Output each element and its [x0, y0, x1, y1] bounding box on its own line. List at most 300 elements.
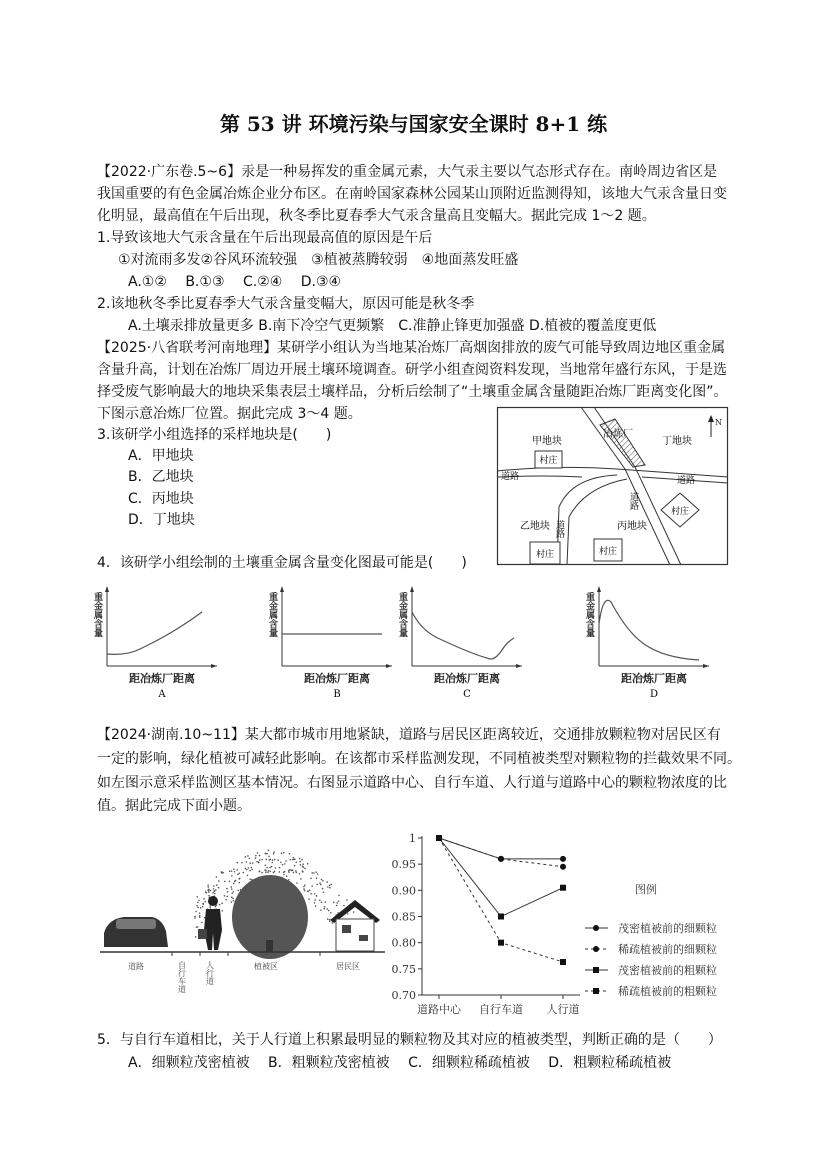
- y-tick-label: 0.80: [391, 936, 416, 950]
- zone-res-label: 居民区: [336, 962, 360, 971]
- particle-dot: [295, 862, 297, 864]
- x-axis-label: 距冶炼厂距离: [434, 672, 500, 685]
- particle-dot: [256, 861, 258, 863]
- axis-arrow-icon: [410, 586, 414, 592]
- particle-dot: [214, 893, 216, 895]
- plot-bing-label: 丙地块: [617, 521, 647, 532]
- smelter-label: 冶炼厂: [603, 429, 633, 440]
- trend-curve: [107, 612, 202, 654]
- passage-line: 化明显，最高值在午后出现，秋冬季比夏春季大气汞含量高且变幅大。据此完成 1～2 题。: [97, 208, 656, 224]
- particle-dot: [293, 857, 295, 859]
- axis-arrow-icon: [386, 664, 392, 668]
- particle-dot: [302, 871, 304, 873]
- particle-dot: [311, 872, 313, 874]
- particle-dot: [326, 881, 328, 883]
- particle-dot: [310, 893, 312, 895]
- particle-dot: [303, 888, 305, 890]
- particle-dot: [273, 853, 275, 855]
- particle-dot: [336, 905, 338, 907]
- particle-dot: [199, 916, 201, 918]
- particle-dot: [321, 901, 323, 903]
- axis-arrow-icon: [516, 664, 522, 668]
- question-3-option-a: A．甲地块: [128, 448, 194, 464]
- legend-title: 图例: [635, 883, 657, 896]
- particle-dot: [249, 858, 251, 860]
- particle-dot: [225, 899, 227, 901]
- axis-arrow-icon: [105, 586, 109, 592]
- passage-line: 值。据此完成下面小题。: [97, 798, 251, 814]
- particle-dot: [213, 885, 215, 887]
- particle-dot: [346, 899, 348, 901]
- particle-dot: [329, 887, 331, 889]
- passage-line: 一定的影响，绿化植被可减轻此影响。在该都市采样监测发现，不同植被类型对颗粒物的拦截效果不同。: [97, 751, 741, 767]
- particle-dot: [283, 874, 285, 876]
- particle-dot: [241, 862, 243, 864]
- passage-line: 我国重要的有色金属冶炼企业分布区。在南岭国家森林公园某山顶附近监测得知，该地大气汞含量日变: [97, 186, 727, 202]
- village-label: 村庄: [670, 507, 690, 517]
- series-line: [439, 838, 563, 859]
- passage-line: 【2022·广东卷.5~6】汞是一种易挥发的重金属元素，大气汞主要以气态形式存在。南岭周边省区是: [97, 164, 718, 180]
- particle-dot: [221, 871, 223, 873]
- particle-dot: [303, 866, 305, 868]
- question-3-option-d: D．丁地块: [128, 512, 195, 528]
- particle-dot: [233, 900, 235, 902]
- particle-dot: [266, 853, 268, 855]
- particle-dot: [285, 860, 287, 862]
- particle-dot: [226, 896, 228, 898]
- particle-dot: [320, 884, 322, 886]
- particle-dot: [274, 859, 276, 861]
- particle-dot: [196, 896, 198, 898]
- particle-dot: [229, 881, 231, 883]
- house-window: [359, 935, 368, 941]
- particle-dot: [329, 921, 331, 923]
- plot-jia-label: 甲地块: [532, 436, 562, 447]
- particle-dot: [198, 899, 200, 901]
- village-label: 村庄: [535, 550, 555, 560]
- question-5-options: A．细颗粒茂密植被 B．粗颗粒茂密植被 C．细颗粒稀疏植被 D．粗颗粒稀疏植被: [128, 1055, 672, 1071]
- particle-dot: [265, 871, 267, 873]
- particle-dot: [251, 869, 253, 871]
- particle-dot: [299, 861, 301, 863]
- particle-dot: [329, 884, 331, 886]
- particle-dot: [257, 852, 259, 854]
- x-tick-label: 自行车道: [479, 1003, 523, 1016]
- question-3-option-b: B．乙地块: [128, 469, 194, 485]
- particle-dot: [327, 918, 329, 920]
- particle-dot: [202, 906, 204, 908]
- option-chart-c: [397, 582, 527, 702]
- particle-dot: [202, 903, 204, 905]
- particle-dot: [229, 871, 231, 873]
- question-3-option-c: C．丙地块: [128, 491, 194, 507]
- particle-dot: [332, 922, 334, 924]
- particle-dot: [245, 856, 247, 858]
- particle-dot: [269, 867, 271, 869]
- data-point: [498, 940, 504, 946]
- x-axis-label: 距冶炼厂距离: [621, 672, 687, 685]
- particle-dot: [200, 907, 202, 909]
- y-axis-label: 重金属含量: [267, 592, 277, 637]
- particle-dot: [316, 877, 318, 879]
- particle-dot: [289, 853, 291, 855]
- particle-dot: [273, 851, 275, 853]
- particle-dot: [293, 872, 295, 874]
- particle-dot: [301, 859, 303, 861]
- small-charts-options: [92, 582, 717, 702]
- particle-dot: [302, 863, 304, 865]
- particle-dot: [194, 917, 196, 919]
- particle-dot: [304, 868, 306, 870]
- particle-dot: [213, 890, 215, 892]
- particle-dot: [249, 862, 251, 864]
- option-chart-a: [92, 582, 222, 702]
- zone-road-label: 道路: [128, 962, 144, 971]
- particle-dot: [328, 910, 330, 912]
- particle-dot: [315, 871, 317, 873]
- particle-dot: [296, 882, 298, 884]
- sampling-area-illustration: [100, 855, 385, 1015]
- particle-dot: [304, 884, 306, 886]
- option-label: C: [463, 689, 471, 700]
- particle-dot: [242, 872, 244, 874]
- particle-dot: [290, 869, 292, 871]
- data-point: [436, 835, 442, 841]
- particle-dot: [294, 865, 296, 867]
- y-tick-label: 0.85: [391, 910, 416, 924]
- particle-dot: [232, 898, 234, 900]
- question-2-stem: 2.该地秋冬季比夏春季大气汞含量变幅大，原因可能是秋冬季: [97, 296, 475, 312]
- y-axis-label: 重金属含量: [584, 592, 594, 637]
- particle-dot: [231, 901, 233, 903]
- particle-dot: [320, 909, 322, 911]
- particle-dot: [238, 882, 240, 884]
- particle-dot: [230, 886, 232, 888]
- particle-dot: [293, 859, 295, 861]
- particle-dot: [218, 887, 220, 889]
- particle-dot: [231, 892, 233, 894]
- particle-dot: [282, 864, 284, 866]
- particle-dot: [237, 862, 239, 864]
- particle-dot: [195, 936, 197, 938]
- axis-arrow-icon: [703, 664, 709, 668]
- data-point: [593, 925, 599, 931]
- option-chart-d: [584, 582, 714, 702]
- data-point: [560, 864, 566, 870]
- particle-dot: [224, 881, 226, 883]
- option-label: B: [333, 689, 341, 700]
- particle-dot: [313, 872, 315, 874]
- particle-dot: [315, 905, 317, 907]
- car-window: [116, 919, 156, 929]
- particle-dot: [284, 863, 286, 865]
- particle-dot: [238, 873, 240, 875]
- data-point: [560, 959, 566, 965]
- particle-dot: [322, 888, 324, 890]
- particle-dot: [207, 886, 209, 888]
- particle-dot: [279, 871, 281, 873]
- road-label: 道路: [628, 492, 638, 510]
- particle-dot: [275, 867, 277, 869]
- particle-dot: [338, 895, 340, 897]
- particle-dot: [233, 868, 235, 870]
- tree-trunk: [266, 940, 273, 952]
- particle-dot: [330, 912, 332, 914]
- trend-curve: [599, 600, 699, 660]
- particle-dot: [227, 891, 229, 893]
- particle-dot: [265, 853, 267, 855]
- particle-dot: [270, 871, 272, 873]
- particle-dot: [237, 890, 239, 892]
- particle-dot: [280, 861, 282, 863]
- particle-dot: [303, 886, 305, 888]
- particle-dot: [210, 890, 212, 892]
- particle-dot: [208, 891, 210, 893]
- particle-dot: [246, 861, 248, 863]
- data-point: [498, 914, 504, 920]
- particle-dot: [338, 900, 340, 902]
- y-tick-label: 1: [409, 832, 416, 845]
- particle-dot: [319, 882, 321, 884]
- particle-dot: [343, 905, 345, 907]
- particle-dot: [279, 867, 281, 869]
- particle-dot: [267, 871, 269, 873]
- particle-dot: [213, 888, 215, 890]
- axis-arrow-icon: [280, 586, 284, 592]
- particle-dot: [292, 869, 294, 871]
- particle-dot: [329, 919, 331, 921]
- particle-dot: [268, 870, 270, 872]
- particle-dot: [353, 911, 355, 913]
- question-5-stem: 5．与自行车道相比，关于人行道上积累最明显的颗粒物及其对应的植被类型，判断正确的是（ ）: [97, 1032, 722, 1048]
- road-label: 道路: [677, 476, 696, 486]
- particle-dot: [208, 895, 210, 897]
- particle-dot: [300, 864, 302, 866]
- particle-dot: [250, 867, 252, 869]
- passage-line: 如左图示意采样监测区基本情况。右图显示道路中心、自行车道、人行道与道路中心的颗粒物浓度的比: [97, 775, 727, 791]
- particle-dot: [292, 859, 294, 861]
- question-1-items: ①对流雨多发②谷风环流较强 ③植被蒸腾较弱 ④地面蒸发旺盛: [118, 252, 519, 268]
- particle-dot: [233, 891, 235, 893]
- option-chart-b: [267, 582, 397, 702]
- particle-dot: [307, 863, 309, 865]
- particle-dot: [308, 898, 310, 900]
- particle-dot: [231, 888, 233, 890]
- data-point: [560, 856, 566, 862]
- option-label: D: [649, 689, 659, 700]
- particle-dot: [216, 884, 218, 886]
- particle-dot: [207, 889, 209, 891]
- particle-dot: [218, 880, 220, 882]
- particle-dot: [237, 874, 239, 876]
- particle-dot: [238, 878, 240, 880]
- particle-dot: [268, 849, 270, 851]
- north-label: N: [715, 418, 722, 427]
- passage-line: 择受废气影响最大的地块采集表层土壤样品，分析后绘制了“土壤重金属含量随距冶炼厂距离变化图”。: [97, 384, 728, 400]
- particle-dot: [247, 875, 249, 877]
- particle-dot: [271, 866, 273, 868]
- particle-dot: [201, 922, 203, 924]
- road-label: 道路: [501, 472, 520, 482]
- particle-dot: [261, 872, 263, 874]
- particle-dot: [259, 859, 261, 861]
- smelter-location-map: [497, 407, 728, 565]
- data-point: [593, 967, 599, 973]
- series-line: [439, 838, 563, 917]
- legend-label: 稀疏植被前的粗颗粒: [618, 985, 717, 998]
- particle-dot: [207, 884, 209, 886]
- particle-dot: [231, 875, 233, 877]
- particle-dot: [252, 862, 254, 864]
- legend-label: 茂密植被前的细颗粒: [618, 922, 717, 935]
- particle-dot: [326, 908, 328, 910]
- particle-dot: [325, 901, 327, 903]
- particle-dot: [255, 857, 257, 859]
- zone-walk-label: 人行道: [205, 961, 215, 985]
- particle-dot: [316, 895, 318, 897]
- y-tick-label: 0.90: [391, 884, 416, 898]
- village-label: 村庄: [598, 547, 618, 557]
- particle-dot: [322, 880, 324, 882]
- particle-dot: [324, 906, 326, 908]
- particle-dot: [255, 855, 257, 857]
- particle-dot: [314, 899, 316, 901]
- particle-dot: [300, 878, 302, 880]
- particle-dot: [336, 902, 338, 904]
- particle-dot: [205, 891, 207, 893]
- particle-dot: [272, 859, 274, 861]
- particle-dot: [314, 902, 316, 904]
- y-tick-label: 0.70: [391, 989, 416, 1002]
- particle-dot: [224, 895, 226, 897]
- particle-dot: [265, 865, 267, 867]
- particle-dot: [281, 853, 283, 855]
- x-axis-label: 距冶炼厂距离: [129, 672, 195, 685]
- plot-ding-label: 丁地块: [662, 436, 692, 447]
- particle-dot: [311, 885, 313, 887]
- particle-dot: [323, 891, 325, 893]
- particle-dot: [307, 890, 309, 892]
- house-window: [342, 925, 351, 933]
- particle-dot: [317, 873, 319, 875]
- particle-dot: [283, 872, 285, 874]
- y-axis-label: 重金属含量: [397, 592, 407, 637]
- question-4-stem: 4．该研学小组绘制的土壤重金属含量变化图最可能是( ): [97, 555, 467, 571]
- y-tick-label: 0.95: [391, 858, 416, 872]
- particle-dot: [277, 859, 279, 861]
- particle-dot: [233, 883, 235, 885]
- particle-dot: [215, 906, 217, 908]
- particle-dot: [212, 892, 214, 894]
- zone-bike-label: 自行车道: [177, 961, 187, 993]
- house-icon: [336, 919, 374, 951]
- particle-dot: [333, 902, 335, 904]
- particle-dot: [199, 912, 201, 914]
- data-point: [498, 856, 504, 862]
- particle-dot: [310, 878, 312, 880]
- particle-dot: [196, 905, 198, 907]
- particle-dot: [274, 871, 276, 873]
- passage-line: 含量升高，计划在冶炼厂周边开展土壤环境调查。研学小组查阅资料发现，当地常年盛行东风，于是选: [97, 362, 727, 378]
- x-tick-label: 道路中心: [417, 1003, 461, 1016]
- particle-dot: [245, 868, 247, 870]
- x-axis-label: 距冶炼厂距离: [304, 672, 370, 685]
- person-head-icon: [208, 896, 218, 906]
- particle-dot: [247, 855, 249, 857]
- particle-dot: [347, 913, 349, 915]
- particle-dot: [309, 889, 311, 891]
- particle-dot: [231, 870, 233, 872]
- particle-dot: [261, 859, 263, 861]
- particle-dot: [226, 888, 228, 890]
- particle-dot: [288, 871, 290, 873]
- particle-dot: [268, 855, 270, 857]
- data-point: [560, 885, 566, 891]
- briefcase-icon: [198, 929, 207, 939]
- particle-dot: [221, 910, 223, 912]
- particle-dot: [199, 915, 201, 917]
- passage-line: 【2024·湖南.10~11】某大都市城市用地紧缺，道路与居民区距离较近，交通排放颗粒物对居民区有: [97, 727, 721, 743]
- particle-dot: [234, 871, 236, 873]
- axis-arrow-icon: [211, 664, 217, 668]
- particle-dot: [264, 869, 266, 871]
- particle-dot: [236, 869, 238, 871]
- particle-dot: [249, 878, 251, 880]
- particle-dot: [246, 869, 248, 871]
- particle-dot: [324, 908, 326, 910]
- particle-dot: [249, 870, 251, 872]
- question-1-stem: 1.导致该地大气汞含量在午后出现最高值的原因是午后: [97, 230, 433, 246]
- particle-dot: [194, 916, 196, 918]
- option-label: A: [158, 689, 166, 700]
- question-3-stem: 3.该研学小组选择的采样地块是( ): [97, 427, 332, 443]
- particle-dot: [299, 858, 301, 860]
- particle-dot: [316, 884, 318, 886]
- particle-dot: [321, 879, 323, 881]
- particle-dot: [219, 904, 221, 906]
- road-label: 道路: [554, 520, 564, 538]
- particle-dot: [216, 876, 218, 878]
- particle-dot: [266, 867, 268, 869]
- question-1-options: A.①② B.①③ C.②④ D.③④: [128, 274, 342, 290]
- particle-dot: [299, 873, 301, 875]
- particle-dot: [221, 902, 223, 904]
- page-title: 第 53 讲 环境污染与国家安全课时 8+1 练: [219, 112, 608, 136]
- particle-dot: [248, 867, 250, 869]
- particle-dot: [327, 886, 329, 888]
- y-tick-label: 0.75: [391, 962, 416, 976]
- particle-dot: [195, 911, 197, 913]
- particle-dot: [319, 899, 321, 901]
- series-line: [439, 838, 563, 867]
- x-tick-label: 人行道: [546, 1003, 580, 1016]
- data-point: [593, 988, 599, 994]
- particle-dot: [196, 926, 198, 928]
- plot-yi-label: 乙地块: [520, 521, 550, 532]
- particle-dot: [259, 870, 261, 872]
- particle-dot: [197, 926, 199, 928]
- particle-dot: [210, 907, 212, 909]
- village-label: 村庄: [539, 456, 558, 466]
- particle-dot: [259, 855, 261, 857]
- particle-dot: [330, 883, 332, 885]
- particle-dot: [269, 859, 271, 861]
- particle-dot: [283, 852, 285, 854]
- particle-dot: [197, 907, 199, 909]
- axis-arrow-icon: [597, 586, 601, 592]
- trend-curve: [412, 612, 514, 659]
- particle-dot: [231, 896, 233, 898]
